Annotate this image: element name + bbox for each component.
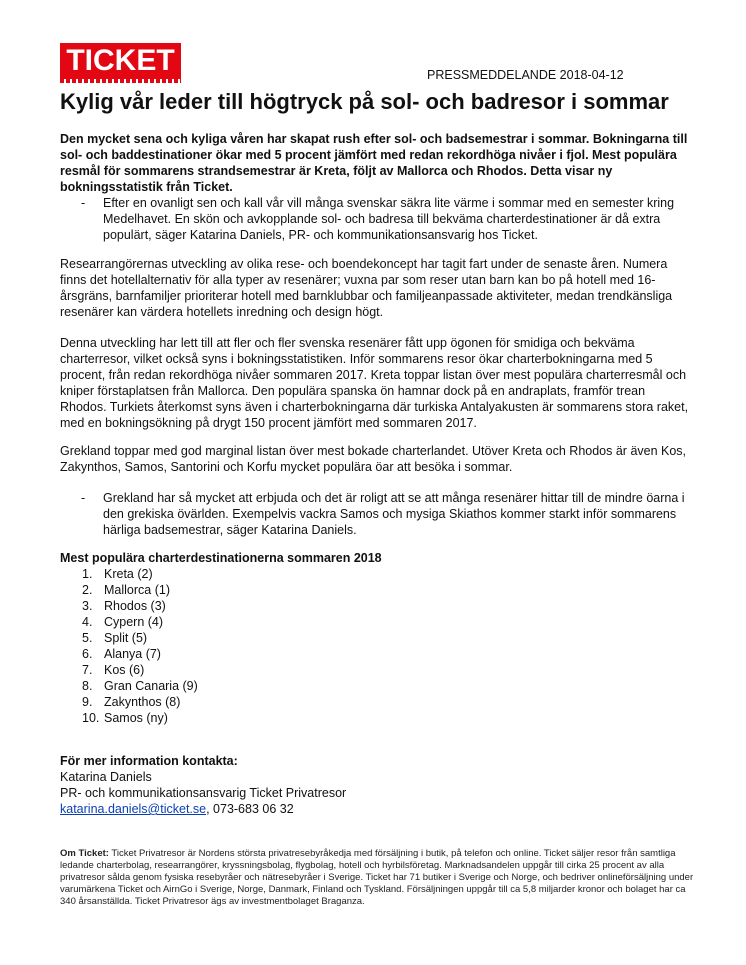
list-item-destination: Kreta (2)	[104, 567, 153, 581]
list-item-destination: Zakynthos (8)	[104, 695, 181, 709]
list-item-number: 5.	[82, 631, 93, 645]
list-item-number: 10.	[82, 711, 100, 725]
ticket-logo	[60, 43, 181, 79]
list-item-destination: Samos (ny)	[104, 711, 168, 725]
lead-paragraph: Den mycket sena och kyliga våren har skapat rush efter sol- och badsemestrar i sommar. Bokningarna till sol- och baddestinationer ökar med 5 procent jämfört med redan rekordhöga nivåer i fjol. Mest populära resmål för sommarens strandsemestrar är Kreta, följt av Mallorca och Rhodos. Detta visar ny bokningsstatistik från Ticket.	[60, 132, 688, 194]
about-ticket-footer	[60, 848, 700, 908]
list-item-destination: Kos (6)	[104, 663, 145, 677]
list-item-destination: Mallorca (1)	[104, 583, 170, 597]
headline: Kylig vår leder till högtryck på sol- och badresor i sommar	[60, 89, 669, 114]
about-ticket-text: Ticket Privatresor är Nordens största privatresebyråkedja med försäljning i butik, på telefon och online. Ticket säljer resor från samtliga ledande charterbolag, researrangörer, kryssningsbolag, flygbolag, hotell och hyrbilsföretag. Marknadsandelen uppgår till cirka 25 procent av alla privatresor sålda genom fysiska resebyråer och nätresebyråer i Sverige. Ticket har 71 butiker i Sverige och Norge, och bedriver onlineförsäljning under varumärkena Ticket och AirnGo i Sverige, Norge, Danmark, Finland och Tyskland. Försäljningen uppgår till ca 5,8 miljarder kronor och bolaget har ca 340 årsanställda. Ticket Privatresor ägs av investmentbolaget Braganza.	[60, 848, 694, 907]
list-item-destination: Rhodos (3)	[104, 599, 166, 613]
paragraph-2: Denna utveckling har lett till att fler och fler svenska resenärer fått upp ögonen för smidiga och bekväma charterresor, vilket också syns i bokningsstatistiken. Inför sommarens resor ökar charterbokningarna med 5 procent, från redan rekordhöga nivåer sommaren 2017. Kreta toppar listan över mest populära charterresmål och kniper förstaplatsen från Mallorca. Den populära spanska ön hamnar dock på en andraplats, framför trean Rhodos. Turkiets återkomst syns även i charterbokningarna där turkiska Antalyakusten är sommarens stora raket, med en bokningsökning på drygt 150 procent jämfört med sommaren 2017.	[60, 336, 689, 430]
paragraph-1: Researrangörernas utveckling av olika rese- och boendekoncept har tagit fart under de senaste åren. Numera finns det hotellalternativ för alla typer av resenärer; vuxna par som reser utan barn kan bo på hotell med 16-årsgräns, barnfamiljer prioriterar hotell med barnklubbar och familjeanpassade aktiviteter, medan trendkänsliga resenärer kan värdera hotellets inredning och design högt.	[60, 257, 673, 319]
list-item-destination: Gran Canaria (9)	[104, 679, 198, 693]
list-item-destination: Split (5)	[104, 631, 148, 645]
contact-line	[60, 801, 690, 817]
list-item-number: 6.	[82, 647, 93, 661]
contact-title: PR- och kommunikationsansvarig Ticket Privatresor	[60, 786, 347, 800]
contact-phone: , 073-683 06 32	[206, 802, 294, 816]
about-ticket-label: Om Ticket:	[60, 848, 109, 859]
destinations-heading: Mest populära charterdestinationerna sommaren 2018	[60, 551, 382, 565]
list-item-number: 2.	[82, 583, 93, 597]
list-item-number: 4.	[82, 615, 93, 629]
paragraph-3: Grekland toppar med god marginal listan över mest bokade charterlandet. Utöver Kreta och Rhodos är även Kos, Zakynthos, Samos, Santorini och Korfu mycket populära öar att besöka i sommar.	[60, 444, 687, 474]
contact-heading: För mer information kontakta:	[60, 754, 238, 768]
quote-1-dash: -	[81, 196, 86, 210]
list-item-destination: Alanya (7)	[104, 647, 161, 661]
quote-2-text: Grekland har så mycket att erbjuda och det är roligt att se att många resenärer hittar till de mindre öarna i den grekiska övärlden. Exempelvis vackra Samos och mysiga Skiathos kommer starkt inför sommarens härliga badsemestrar, säger Katarina Daniels.	[103, 491, 685, 537]
logo-text: TICKET	[66, 44, 175, 77]
press-release-date: PRESSMEDDELANDE 2018-04-12	[427, 68, 624, 82]
list-item-number: 7.	[82, 663, 93, 677]
list-item-number: 8.	[82, 679, 93, 693]
list-item-number: 3.	[82, 599, 93, 613]
list-item-destination: Cypern (4)	[104, 615, 164, 629]
quote-2-dash: -	[81, 491, 86, 505]
list-item-number: 9.	[82, 695, 93, 709]
quote-1-text: Efter en ovanligt sen och kall vår vill många svenskar säkra lite värme i sommar med en semester kring Medelhavet. En skön och avkopplande sol- och badresa till bekväma charterdestinationer är då extra populärt, säger Katarina Daniels, PR- och kommunikationsansvarig hos Ticket.	[103, 196, 675, 242]
contact-name: Katarina Daniels	[60, 770, 152, 784]
logo-ticket-edge	[60, 79, 181, 83]
list-item-number: 1.	[82, 567, 93, 581]
contact-email-link[interactable]: katarina.daniels@ticket.se	[60, 802, 207, 816]
